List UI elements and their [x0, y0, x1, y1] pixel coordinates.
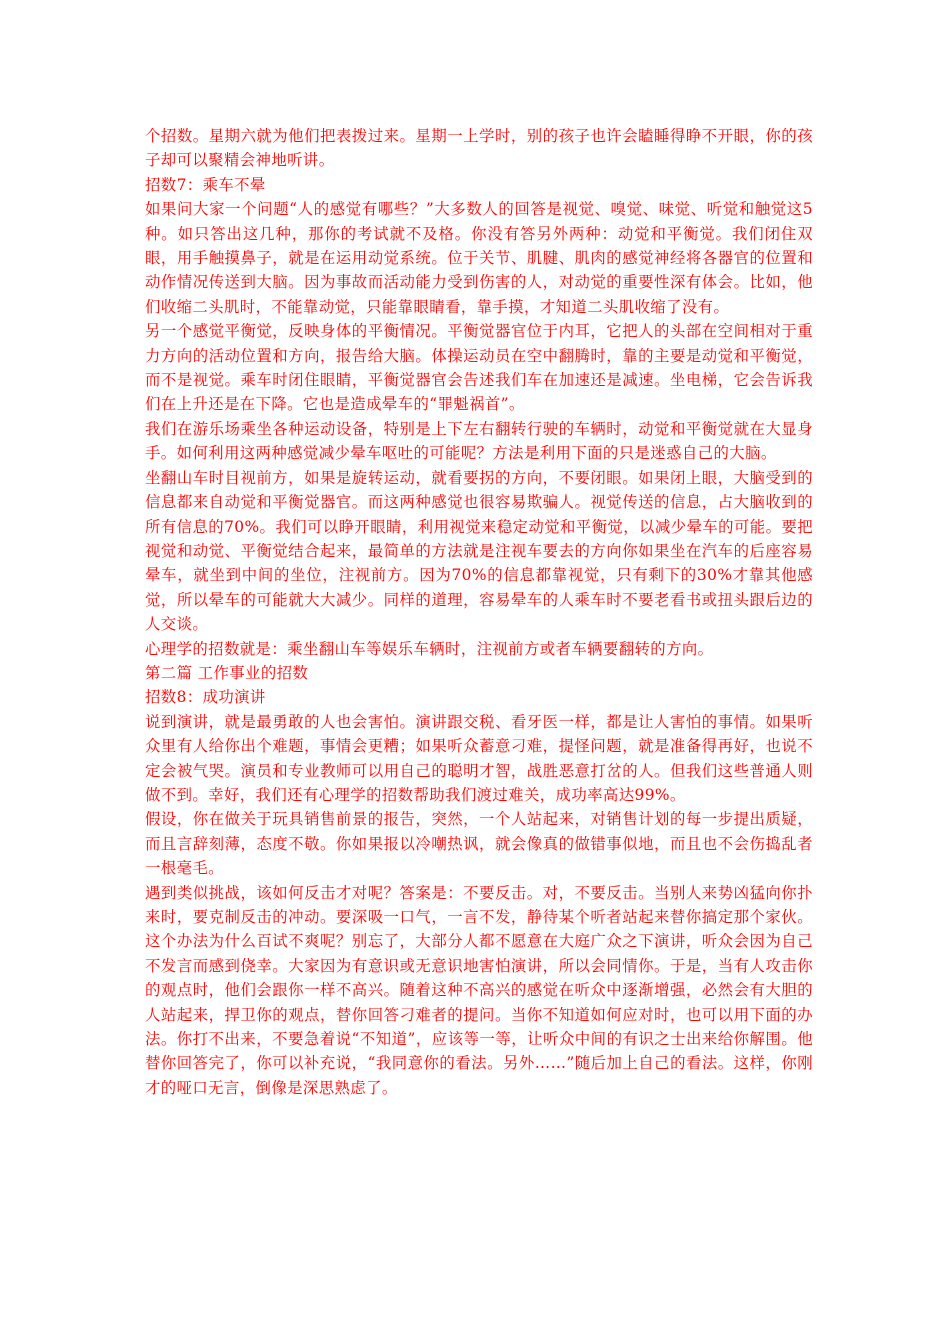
paragraph-speech-fear: 说到演讲，就是最勇敢的人也会害怕。演讲跟交税、看牙医一样，都是让人害怕的事情。如果听众里有人给你出个难题，事情会更糟；如果听众蓄意刁难，提怪问题，就是准备得再好，也说不定会被气哭。演员和专业教师可以用自己的聪明才智，战胜恶意打岔的人。但我们这些普通人则做不到。幸好，我们还有心理学的招数帮助我们渡过难关，成功率高达99%。 — [145, 712, 813, 804]
paragraph-amusement-park: 我们在游乐场乘坐各种运动设备，特别是上下左右翻转行驶的车辆时，动觉和平衡觉就在大显身手。如何利用这两种感觉减少晕车呕吐的可能呢？方法是利用下面的只是迷惑自己的大脑。 — [145, 419, 813, 463]
heading-trick-7: 招数7：乘车不晕 — [145, 175, 266, 194]
paragraph-balance-sense: 另一个感觉平衡觉，反映身体的平衡情况。平衡觉器官位于内耳，它把人的头部在空间相对于重力方向的活动位置和方向，报告给大脑。体操运动员在空中翻腾时，靠的主要是动觉和平衡觉，而不是视觉。乘车时闭住眼睛，平衡觉器官会告述我们车在加速还是减速。坐电梯，它会告诉我们在上升还是在下降。它也是造成晕车的“罪魁祸首”。 — [145, 322, 813, 414]
paragraph-senses: 如果问大家一个问题“人的感觉有哪些？”大多数人的回答是视觉、嗅觉、味觉、听觉和触觉这5种。如只答出这几种，那你的考试就不及格。你没有答另外两种：动觉和平衡觉。我们闭住双眼，用手触摸鼻子，就是在运用动觉系统。位于关节、肌腱、肌肉的感觉神经将各器官的位置和动作情况传送到大脑。因为事故而活动能力受到伤害的人，对动觉的重要性深有体会。比如，他们收缩二头肌时，不能靠动觉，只能靠眼睛看，靠手摸，才知道二头肌收缩了没有。 — [145, 200, 813, 316]
paragraph-suppose: 假设，你在做关于玩具销售前景的报告，突然，一个人站起来，对销售计划的每一步提出质疑，而且言辞刻薄，态度不敬。你如果报以冷嘲热讽，就会像真的做错事似地，而且也不会伤捣乱者一根毫毛。 — [145, 810, 813, 878]
document-body — [145, 124, 813, 1100]
heading-part-two: 第二篇 工作事业的招数 — [145, 663, 309, 682]
paragraph-trick-7-summary: 心理学的招数就是：乘坐翻山车等娱乐车辆时，注视前方或者车辆要翻转的方向。 — [145, 639, 714, 658]
paragraph-dont-fight-back: 遇到类似挑战，该如何反击才对呢？答案是：不要反击。对，不要反击。当别人来势凶猛向你扑来时，要克制反击的冲动。要深吸一口气，一言不发，静待某个听者站起来替你搞定那个家伙。这个办法为什么百试不爽呢？别忘了，大部分人都不愿意在大庭广众之下演讲，听众会因为自己不发言而感到侥幸。大家因为有意识或无意识地害怕演讲，所以会同情你。于是，当有人攻击你的观点时，他们会跟你一样不高兴。随着这种不高兴的感觉在听众中逐渐增强，必然会有大胆的人站起来，捍卫你的观点，替你回答刁难者的提问。当你不知道如何应对时，也可以用下面的办法。你打不出来，不要急着说“不知道”，应该等一等，让听众中间的有识之士出来给你解围。他替你回答完了，你可以补充说，“我同意你的看法。另外……”随后加上自己的看法。这样，你刚才的哑口无言，倒像是深思熟虑了。 — [145, 883, 813, 1097]
heading-trick-8: 招数8：成功演讲 — [145, 688, 266, 707]
paragraph-intro-continuation: 个招数。星期六就为他们把表拨过来。星期一上学时，别的孩子也许会瞌睡得睁不开眼，你的孩子却可以聚精会神地听讲。 — [145, 127, 813, 170]
paragraph-roller-coaster: 坐翻山车时目视前方，如果是旋转运动，就看要拐的方向，不要闭眼。如果闭上眼，大脑受到的信息都来自动觉和平衡觉器官。而这两种感觉也很容易欺骗人。视觉传送的信息，占大脑收到的所有信息的70%。我们可以睁开眼睛，利用视觉来稳定动觉和平衡觉，以减少晕车的可能。要把视觉和动觉、平衡觉结合起来，最简单的方法就是注视车要去的方向你如果坐在汽车的后座容易晕车，就坐到中间的坐位，注视前方。因为70%的信息都靠视觉，只有剩下的30%才靠其他感觉，所以晕车的可能就大大减少。同样的道理，容易晕车的人乘车时不要老看书或扭头跟后边的人交谈。 — [145, 468, 813, 634]
